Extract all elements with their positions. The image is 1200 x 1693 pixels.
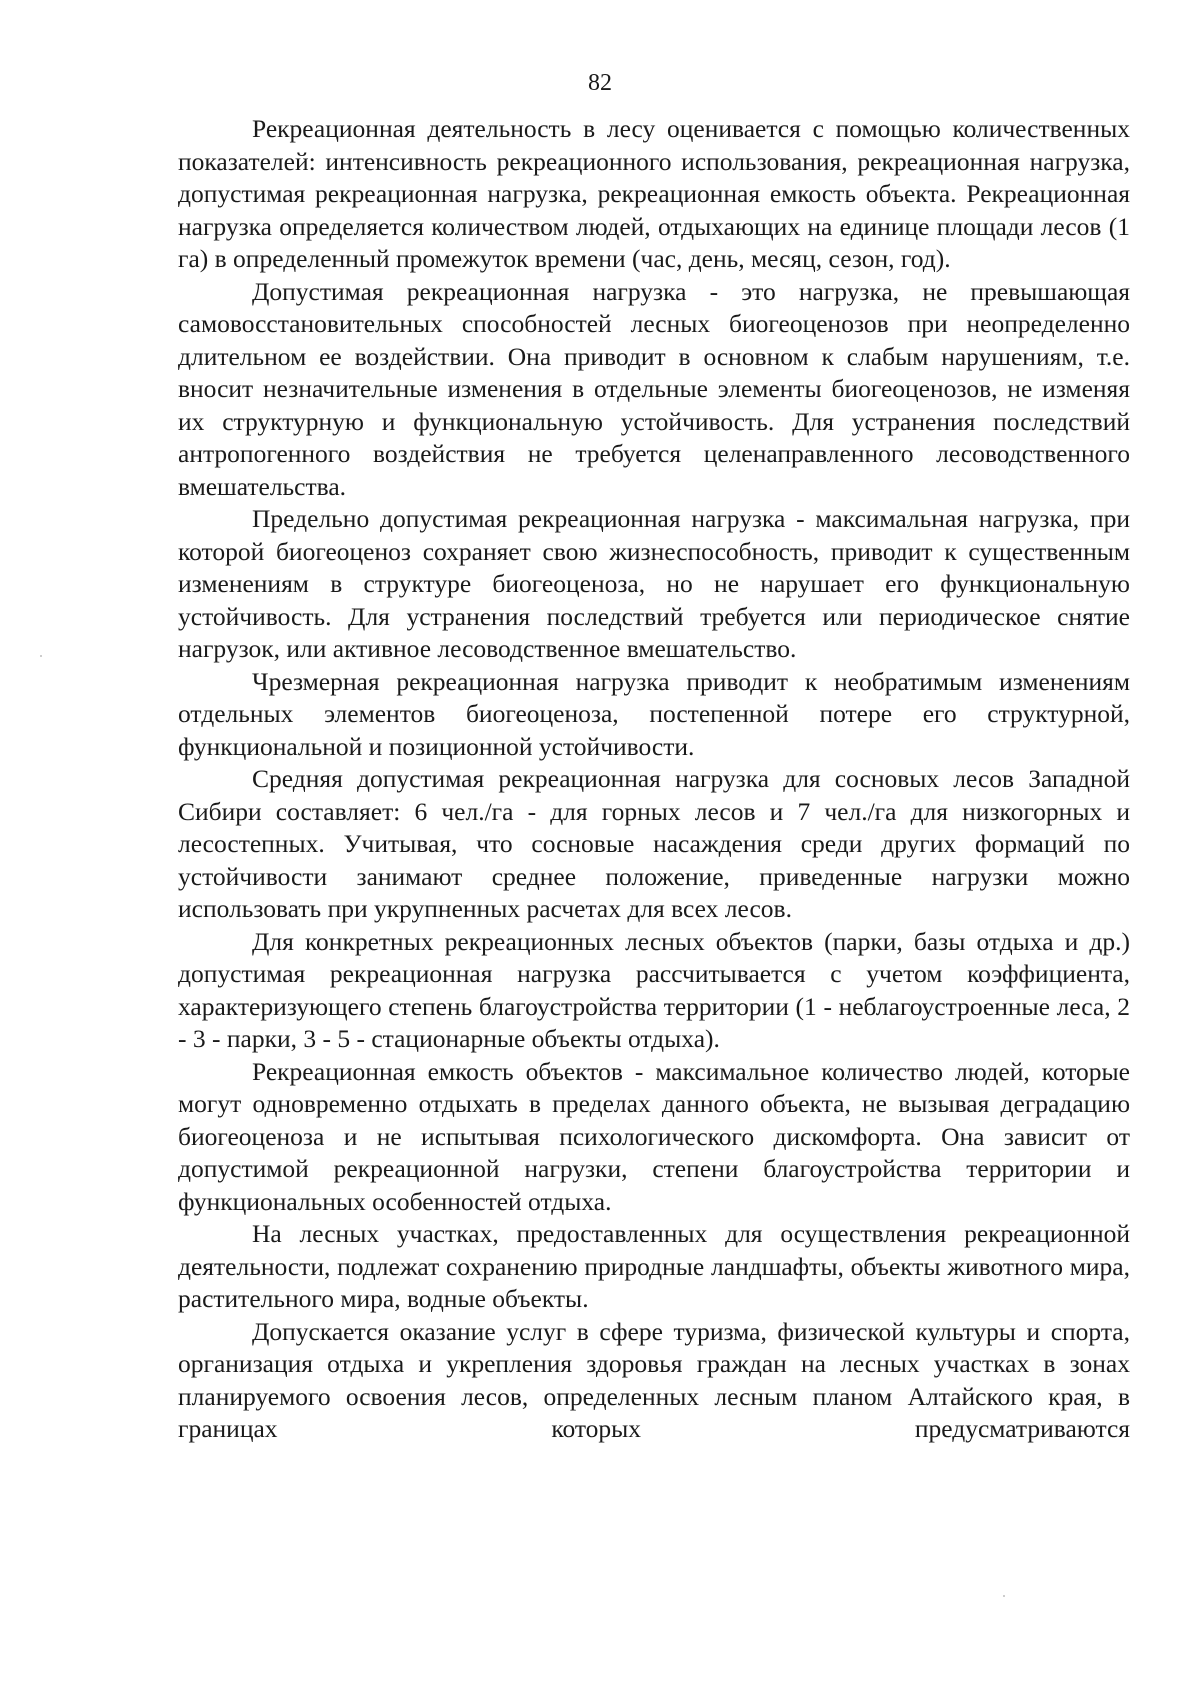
paragraph: Средняя допустимая рекреационная нагрузка для сосновых лесов Западной Сибири составляет: 6 чел./га - для горных лесов и 7 чел./га для низкогорных и лесостепных. Учитывая, что сосновые насаждения среди других формаций по устойчивости занимают среднее положение, приведенные нагрузки можно использовать при укрупненных расчетах для всех лесов. [178,764,1130,923]
paragraph: Рекреационная емкость объектов - максимальное количество людей, которые могут одновременно отдыхать в пределах данного объекта, не вызывая деградацию биогеоценоза и не испытывая психологического дискомфорта. Она зависит от допустимой рекреационной нагрузки, степени благоустройства территории и функциональных особенностей отдыха. [178,1056,1130,1216]
paragraph: На лесных участках, предоставленных для осуществления рекреационной деятельности, подлежат сохранению природные ландшафты, объекты животного мира, растительного мира, водные объекты. [178,1219,1130,1313]
paragraph: Для конкретных рекреационных лесных объектов (парки, базы отдыха и др.) допустимая рекреационная нагрузка рассчитывается с учетом коэффициента, характеризующего степень благоустройства территории (1 - неблагоустроенные леса, 2 - 3 - парки, 3 - 5 - стационарные объекты отдыха). [178,926,1130,1053]
paragraph: Допустимая рекреационная нагрузка - это нагрузка, не превышающая самовосстановительных способностей лесных биогеоценозов при неопределенно длительном ее воздействии. Она приводит в основном к слабым нарушениям, т.е. вносит незначительные изменения в отдельные элементы биогеоценозов, не изменяя их структурную и функциональную устойчивость. Для устранения последствий антропогенного воздействия не требуется целенаправленного лесоводственного вмешательства. [178,276,1130,501]
document-body [178,113,1130,1446]
page-number: 82 [588,70,612,96]
scan-speck [40,655,42,657]
paragraph: Предельно допустимая рекреационная нагрузка - максимальная нагрузка, при которой биогеоценоз сохраняет свою жизнеспособность, приводит к существенным изменениям в структуре биогеоценоза, но не нарушает его функциональную устойчивость. Для устранения последствий требуется или периодическое снятие нагрузок, или активное лесоводственное вмешательство. [178,504,1130,663]
paragraph: Рекреационная деятельность в лесу оценивается с помощью количественных показателей: интенсивность рекреационного использования, рекреационная нагрузка, допустимая рекреационная нагрузка, рекреационная емкость объекта. Рекреационная нагрузка определяется количеством людей, отдыхающих на единице площади лесов (1 га) в определенный промежуток времени (час, день, месяц, сезон, год). [178,114,1130,273]
scan-speck [1003,1595,1005,1597]
paragraph: Чрезмерная рекреационная нагрузка приводит к необратимым изменениям отдельных элементов биогеоценоза, постепенной потере его структурной, функциональной и позиционной устойчивости. [178,666,1130,761]
paragraph: Допускается оказание услуг в сфере туризма, физической культуры и спорта, организация отдыха и укрепления здоровья граждан на лесных участках в зонах планируемого освоения лесов, определенных лесным планом Алтайского края, в границах которых предусматриваются [178,1316,1130,1443]
